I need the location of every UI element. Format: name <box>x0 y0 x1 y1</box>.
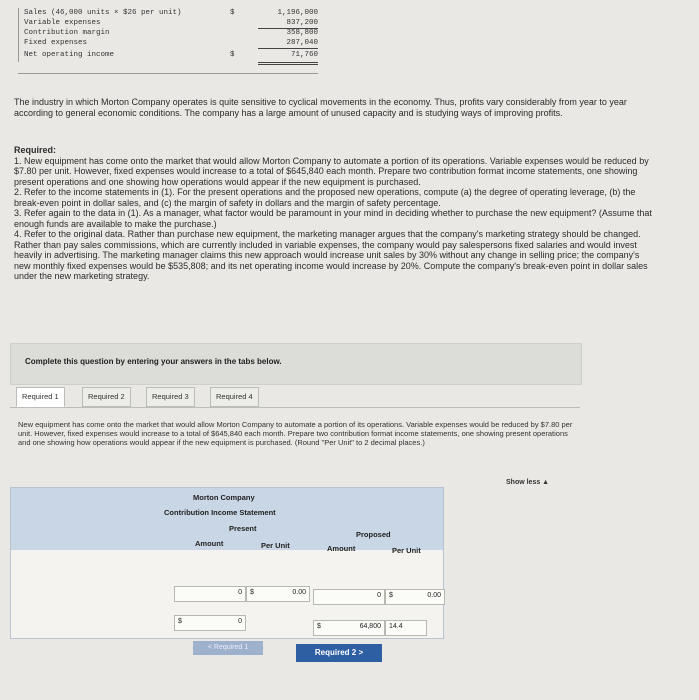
required-item-1: 1. New equipment has come onto the market that would allow Morton Company to automate a portion of its operations. Variable expenses would be reduced by $7.80 per unit. However, fixed expenses would increase to a total of $645,840 each month. Prepare two contribution format income statements, one showing present operations and one showing how operations would appear if the new equipment is purchased. <box>14 155 649 187</box>
statement-label: Sales (46,000 units × $26 per unit) <box>24 9 182 17</box>
present-total-dollar: $ <box>178 618 182 625</box>
proposed-total-dollar: $ <box>317 623 321 630</box>
statement-amount: 837,200 <box>258 18 318 29</box>
statement-dollar: $ <box>230 51 235 59</box>
statement-amount: 358,800 <box>286 29 318 37</box>
statement-label: Fixed expenses <box>24 39 88 47</box>
intro-text: The industry in which Morton Company operates is quite sensitive to cyclical movements in the economy. Thus, profits vary considerably from year to year according to general economic conditions. The company has a large amount of unused capacity and is studying ways of improving profits. <box>14 97 627 118</box>
present-amount-header: Amount <box>195 539 224 548</box>
present-perunit-input[interactable] <box>246 586 310 602</box>
present-total-input[interactable] <box>174 615 246 631</box>
next-required-button[interactable]: Required 2 > <box>296 644 382 662</box>
tab-required-4[interactable]: Required 4 <box>210 387 259 407</box>
proposed-perunit-dollar: $ <box>389 592 393 599</box>
present-amount-input[interactable] <box>174 586 246 602</box>
proposed-total-value: 64,800 <box>359 623 381 630</box>
statement-amount: 71,760 <box>258 48 318 65</box>
statement-row-fixed <box>18 38 318 48</box>
required-item-3: 3. Refer again to the data in (1). As a manager, what factor would be paramount in your mind in deciding whether to purchase the new equipment? (Assume that enough funds are available to make the purchase.) <box>14 208 652 229</box>
required-item-4: 4. Refer to the original data. Rather than purchase new equipment, the marketing manager argues that the company's marketing strategy should be changed. Rather than pay sales commissions, which are currently included in variable expenses, the company would pay salespersons fixed salaries and would invest heavily in advertising. The marketing manager claims this new approach would increase unit sales by 30% without any change in selling price; the company's new monthly fixed expenses would be $535,808; and its net operating income would increase by 20%. Compute the company's break-even point in dollar sales under the new marketing strategy. <box>14 229 648 281</box>
tab-required-1[interactable]: Required 1 <box>16 387 65 407</box>
statement-label: Variable expenses <box>24 19 101 27</box>
show-less-toggle[interactable]: Show less ▲ <box>506 479 550 486</box>
present-amount-value: 0 <box>238 589 242 596</box>
tab-required-2[interactable]: Required 2 <box>82 387 131 407</box>
proposed-total-input[interactable] <box>313 620 385 636</box>
proposed-amount-value: 0 <box>377 592 381 599</box>
proposed-amount-header: Amount <box>327 544 356 553</box>
proposed-total-perunit-value: 14.4 <box>389 623 403 630</box>
statement-row-noi <box>18 48 318 62</box>
statement-label: Net operating income <box>24 51 115 59</box>
statement-divider <box>18 73 318 74</box>
present-perunit-header: Per Unit <box>261 541 290 550</box>
banner-text: Complete this question by entering your answers in the tabs below. <box>25 357 282 366</box>
instructions-banner <box>10 343 582 385</box>
contribution-income-table <box>10 487 444 639</box>
proposed-perunit-input[interactable] <box>385 589 445 605</box>
tab-required-3[interactable]: Required 3 <box>146 387 195 407</box>
present-perunit-dollar: $ <box>250 589 254 596</box>
prev-required-button[interactable]: < Required 1 <box>193 641 263 655</box>
statement-label: Contribution margin <box>24 29 110 37</box>
statement-row-variable <box>18 18 318 28</box>
present-header: Present <box>229 524 257 533</box>
income-statement <box>18 8 318 62</box>
statement-row-sales <box>18 8 318 18</box>
proposed-amount-input[interactable] <box>313 589 385 605</box>
present-total-value: 0 <box>238 618 242 625</box>
required-heading: Required: <box>14 145 57 155</box>
statement-amount: 1,196,000 <box>277 9 318 17</box>
statement-row-cm <box>18 28 318 38</box>
proposed-perunit-header: Per Unit <box>392 546 421 555</box>
required-tabs <box>10 383 580 408</box>
required-item-2: 2. Refer to the income statements in (1). For the present operations and the proposed new operations, compute (a) the degree of operating leverage, (b) the break-even point in dollar sales, and (c) the margin of safety in dollars and the margin of safety percentage. <box>14 187 636 208</box>
statement-dollar: $ <box>230 9 235 17</box>
statement-title: Contribution Income Statement <box>164 508 276 517</box>
company-name: Morton Company <box>193 493 255 502</box>
intro-paragraph <box>14 97 654 118</box>
required-section <box>14 145 654 282</box>
proposed-header: Proposed <box>356 530 391 539</box>
statement-amount: 287,040 <box>258 38 318 49</box>
question-text: New equipment has come onto the market that would allow Morton Company to automate a portion of its operations. Variable expenses would be reduced by $7.80 per unit. However, fixed expenses would increase to a total of $645,840 each month. Prepare two contribution format income statements, one showing present operations and one showing how operations would appear if the new equipment is purchased. (Round "Per Unit" to 2 decimal places.) <box>18 420 573 447</box>
proposed-perunit-value: 0.00 <box>427 592 441 599</box>
proposed-total-perunit-input[interactable] <box>385 620 427 636</box>
present-perunit-value: 0.00 <box>292 589 306 596</box>
